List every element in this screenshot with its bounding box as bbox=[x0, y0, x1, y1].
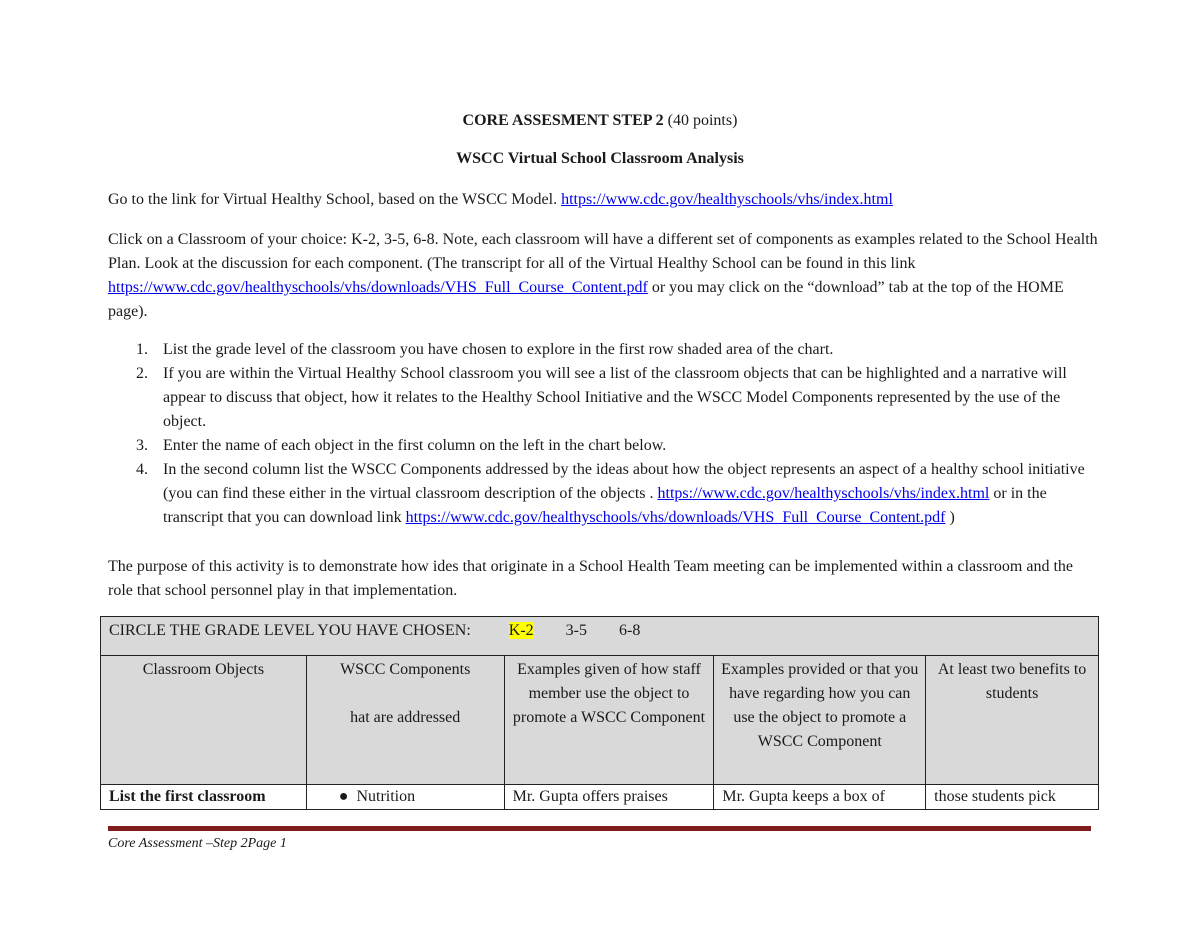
grade-option[interactable]: 3-5 bbox=[565, 622, 587, 639]
cell-benefits: those students pick bbox=[926, 785, 1099, 810]
document-subtitle: WSCC Virtual School Classroom Analysis bbox=[456, 150, 744, 167]
grade-option-highlighted[interactable]: K-2 bbox=[508, 622, 534, 639]
cell-staff-example: Mr. Gupta offers praises bbox=[504, 785, 714, 810]
instructions-text-b: or you may click on the “download” tab at the top of the HOME page). bbox=[108, 279, 1064, 320]
list-item bbox=[108, 338, 1098, 362]
analysis-table bbox=[100, 616, 1099, 810]
header-your-examples: Examples provided or that you have regarding how you can use the object to promote a WSCC Component bbox=[714, 656, 926, 785]
table-row bbox=[101, 785, 1099, 810]
step-text: List the grade level of the classroom you have chosen to explore in the first row shaded area of the chart. bbox=[163, 341, 834, 358]
steps-list bbox=[108, 338, 1098, 530]
grade-option[interactable]: 6-8 bbox=[618, 622, 641, 639]
header-wscc-components: WSCC Components hat are addressed bbox=[306, 656, 504, 785]
grade-prompt: CIRCLE THE GRADE LEVEL YOU HAVE CHOSEN: bbox=[109, 622, 471, 639]
step-number: 2. bbox=[136, 365, 148, 382]
step-text-mid: or in the transcript that you can download link bbox=[163, 485, 1047, 526]
vhs-index-link[interactable]: https://www.cdc.gov/healthyschools/vhs/index.html bbox=[561, 191, 893, 208]
step-number: 3. bbox=[136, 437, 148, 454]
title-bold: CORE ASSESMENT STEP 2 bbox=[462, 112, 664, 129]
bullet-icon: ● bbox=[338, 788, 357, 805]
step-text: Enter the name of each object in the first column on the left in the chart below. bbox=[163, 437, 667, 454]
grade-cell bbox=[101, 617, 1099, 656]
document-title bbox=[0, 112, 1200, 130]
title-points: (40 points) bbox=[667, 112, 738, 129]
step-text-end: ) bbox=[949, 509, 955, 526]
instructions-text-a: Click on a Classroom of your choice: K-2, 3-5, 6-8. Note, each classroom will have a different set of components as examples related to the School Health Plan. Look at the discussion for each component. (The transcript for all of the Virtual Healthy School can be found in this link bbox=[108, 231, 1098, 272]
header-classroom-objects: Classroom Objects bbox=[101, 656, 307, 785]
list-item bbox=[108, 458, 1098, 530]
cell-component-text: Nutrition bbox=[356, 788, 416, 805]
cell-object: List the first classroom bbox=[101, 785, 307, 810]
instructions-paragraph bbox=[108, 228, 1098, 324]
intro-paragraph bbox=[108, 188, 1098, 212]
header-staff-examples: Examples given of how staff member use the object to promote a WSCC Component bbox=[504, 656, 714, 785]
page-footer: Core Assessment –Step 2Page 1 bbox=[108, 836, 287, 851]
vhs-transcript-link[interactable]: https://www.cdc.gov/healthyschools/vhs/downloads/VHS_Full_Course_Content.pdf bbox=[405, 509, 946, 526]
vhs-index-link[interactable]: https://www.cdc.gov/healthyschools/vhs/index.html bbox=[657, 485, 990, 502]
header-benefits: At least two benefits to students bbox=[926, 656, 1099, 785]
step-text: In the second column list the WSCC Components addressed by the ideas about how the object represents an aspect of a healthy school initiative (you can find these either in the virtual classroom description of the objects . bbox=[163, 461, 1085, 502]
list-item bbox=[108, 434, 1098, 458]
step-number: 4. bbox=[136, 461, 148, 478]
step-text: If you are within the Virtual Healthy School classroom you will see a list of the classroom objects that can be highlighted and a narrative will appear to discuss that object, how it relates to the Healthy School Initiative and the WSCC Model Components represented by the use of the object. bbox=[163, 365, 1067, 430]
cell-your-example: Mr. Gupta keeps a box of bbox=[714, 785, 926, 810]
grade-row bbox=[101, 617, 1099, 656]
step-number: 1. bbox=[136, 341, 148, 358]
cell-component bbox=[306, 785, 504, 810]
table-header-row bbox=[101, 656, 1099, 785]
vhs-transcript-link[interactable]: https://www.cdc.gov/healthyschools/vhs/downloads/VHS_Full_Course_Content.pdf bbox=[108, 279, 648, 296]
footer-rule bbox=[108, 826, 1091, 831]
list-item bbox=[108, 362, 1098, 434]
intro-text: Go to the link for Virtual Healthy School, based on the WSCC Model. bbox=[108, 191, 558, 208]
purpose-paragraph: The purpose of this activity is to demonstrate how ides that originate in a School Health Team meeting can be implemented within a classroom and the role that school personnel play in that implementation. bbox=[108, 558, 1074, 599]
